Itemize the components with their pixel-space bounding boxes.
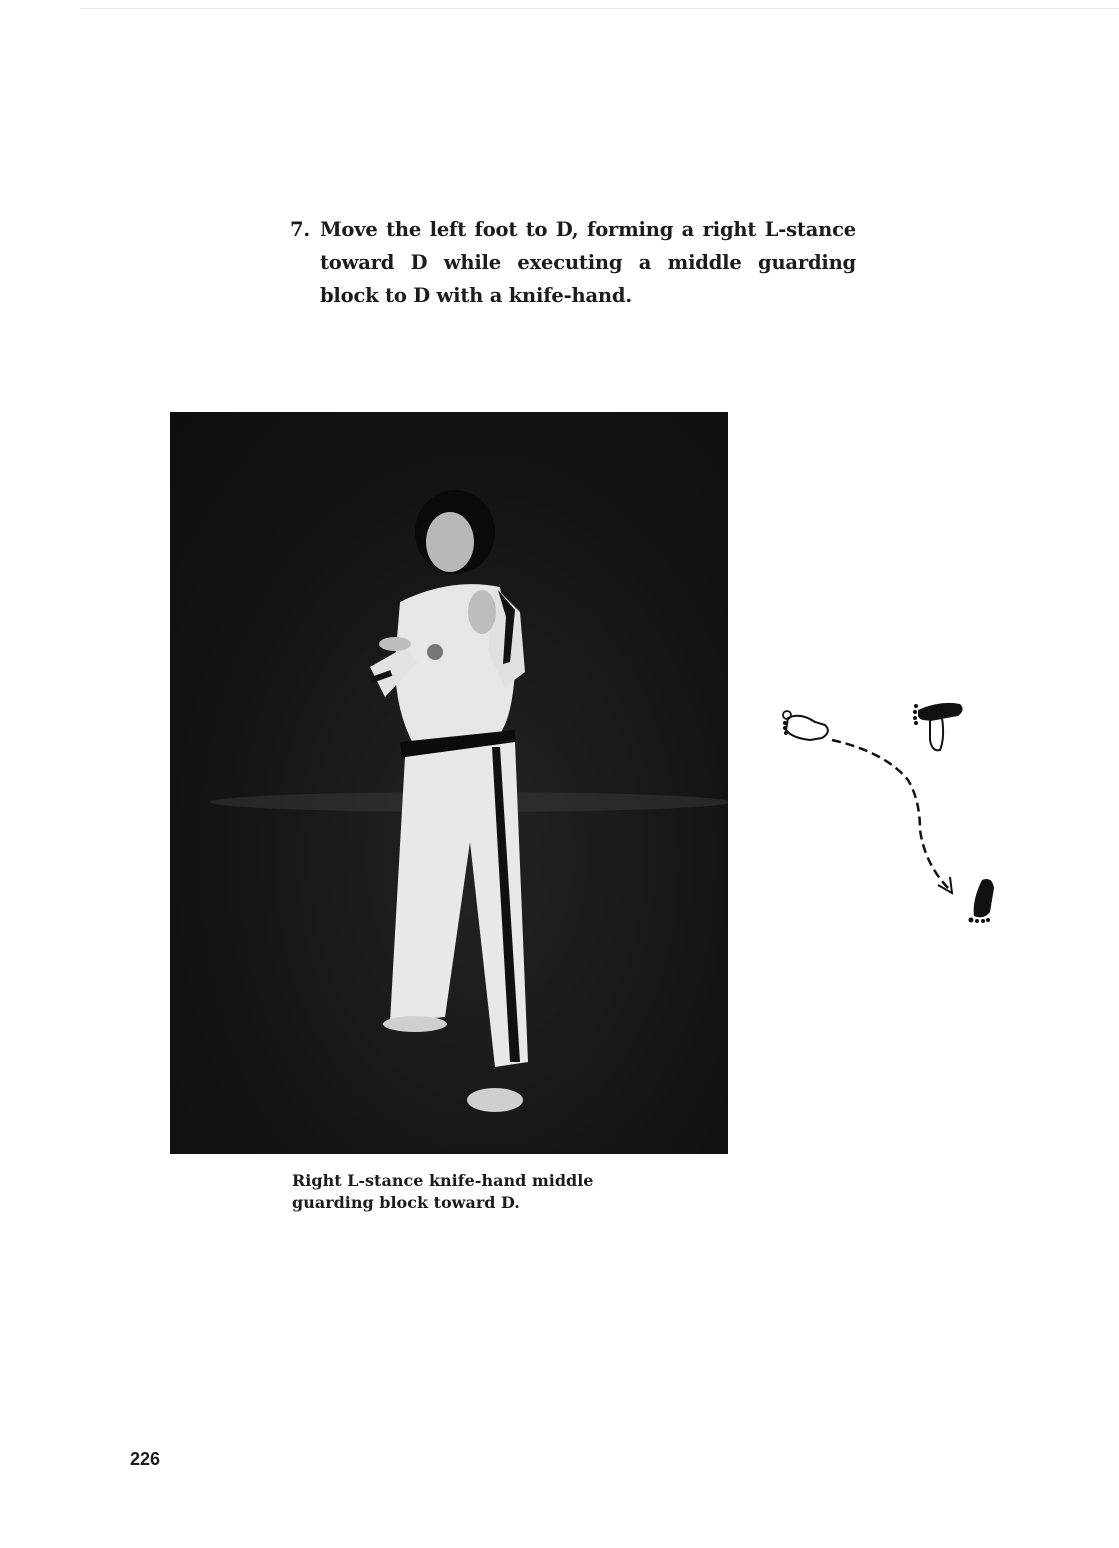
left-foot-outline-icon: [783, 711, 828, 740]
caption-line-1: Right L-stance knife-hand middle: [292, 1171, 594, 1190]
photo-caption: [292, 1170, 652, 1214]
caption-line-2: guarding block toward D.: [292, 1193, 520, 1212]
step-number: 7.: [290, 218, 310, 241]
dashed-path-arrow: [832, 740, 950, 890]
page-number: 226: [130, 1449, 161, 1469]
right-foot-filled-icon: [913, 703, 963, 750]
footwork-diagram: [770, 680, 1010, 940]
left-foot-filled-icon: [969, 879, 995, 923]
step-instruction: [290, 213, 856, 312]
martial-artist-figure: [170, 412, 728, 1154]
technique-photo: [170, 412, 728, 1154]
step-text: Move the left foot to D, forming a right L-stance toward D while executing a middle guarding block to D with a knife-hand.: [320, 218, 856, 307]
top-rule: [80, 8, 1119, 9]
